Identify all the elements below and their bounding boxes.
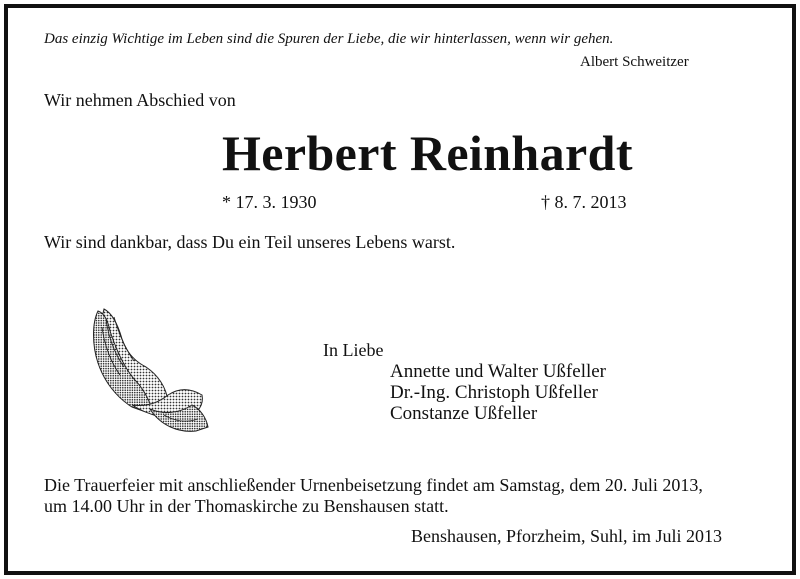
mourner-name: Annette und Walter Ußfeller — [390, 361, 607, 382]
death-date: † 8. 7. 2013 — [541, 192, 627, 212]
quote-text: Das einzig Wichtige im Leben sind die Spuren der Liebe, die wir hinterlassen, wenn wir gehen. — [44, 31, 614, 47]
birth-date: * 17. 3. 1930 — [222, 192, 317, 212]
in-love-label: In Liebe — [323, 340, 384, 360]
quote-author: Albert Schweitzer — [580, 54, 689, 70]
mourner-name: Constanze Ußfeller — [390, 403, 538, 424]
mourner-name: Dr.-Ing. Christoph Ußfeller — [390, 382, 598, 403]
service-info-line-2: um 14.00 Uhr in der Thomaskirche zu Benshausen statt. — [44, 496, 449, 516]
intro-text: Wir nehmen Abschied von — [44, 90, 236, 110]
place-and-date: Benshausen, Pforzheim, Suhl, im Juli 2013 — [411, 526, 722, 546]
service-info-line-1: Die Trauerfeier mit anschließender Urnenbeisetzung findet am Samstag, dem 20. Juli 2013, — [44, 475, 703, 495]
thanks-text: Wir sind dankbar, dass Du ein Teil unseres Lebens warst. — [44, 232, 456, 252]
praying-hands-icon — [88, 305, 210, 435]
deceased-name: Herbert Reinhardt — [222, 125, 633, 181]
